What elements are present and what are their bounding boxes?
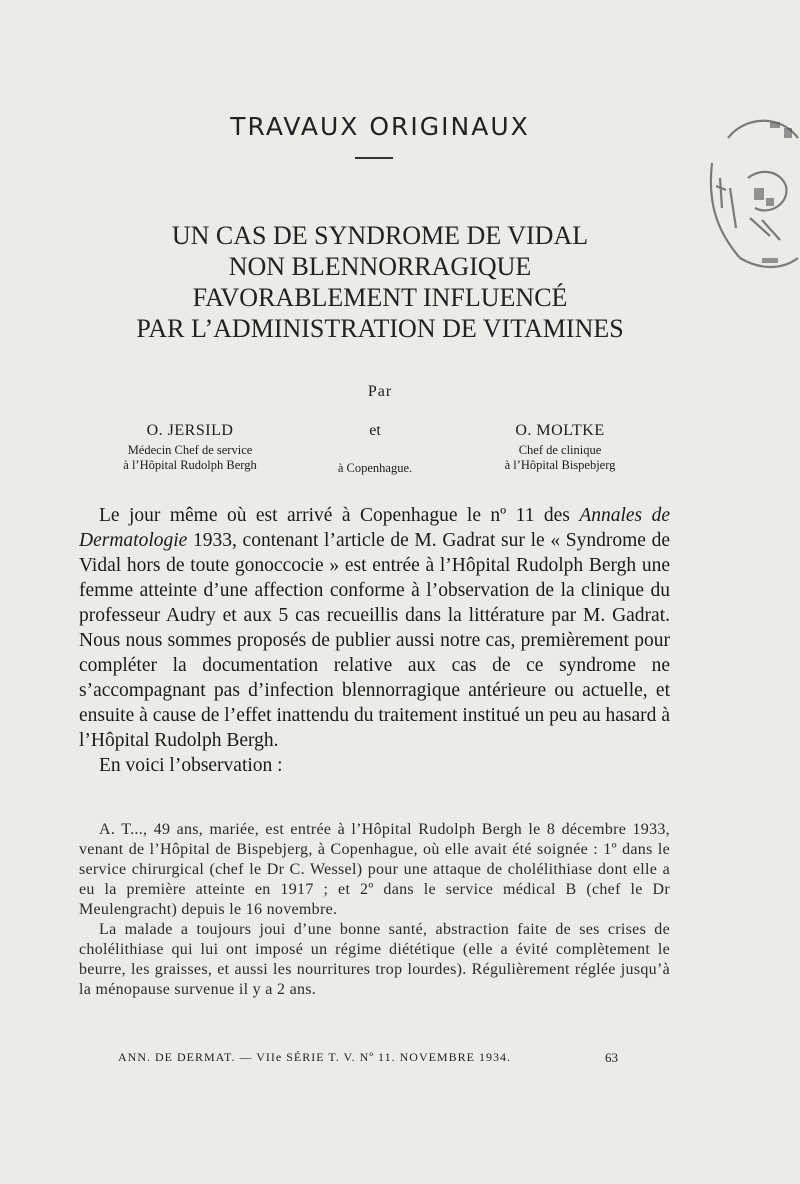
author-conjunction (305, 422, 445, 476)
journal-footer: ANN. DE DERMAT. — VIIe SÉRIE T. V. Nº 11. NOVEMBRE 1934. (118, 1050, 511, 1064)
article-title (0, 220, 760, 344)
title-line-3: FAVORABLEMENT INFLUENCÉ (192, 283, 568, 312)
intro-text-b: 1933, contenant l’article de M. Gadrat sur le « Syndrome de Vidal hors de toute gonoccocie » est entrée à l’Hôpital Rudolph Bergh une femme atteinte d’une affection conforme à l’observation de la clinique du professeur Audry et aux 5 cas recueillis dans la littérature par M. Gadrat. Nous nous sommes proposés de publier aussi notre cas, premièrement pour compléter la documentation relative aux cas de ce syndrome ne s’accompagnant pas d’infection blennorragique antérieure ou actuelle, et ensuite à cause de l’effet inattendu du traitement institué un peu au hasard à l’Hôpital Rudolph Bergh. (79, 530, 670, 751)
conjunction-et: et (369, 422, 381, 439)
affiliation-line-1: Médecin Chef de service (127, 443, 253, 457)
observation-paragraph-1: A. T..., 49 ans, mariée, est entrée à l’Hôpital Rudolph Bergh le 8 décembre 1933, venant de l’Hôpital de Bispebjerg, à Copenhague, où elle avait été soignée : 1º dans le service chirurgical (chef le Dr C. Wessel) pour une attaque de cholélithiase dont elle a eu la première atteinte en 1917 ; et 2º dans le service médical B (chef le Dr Meulengracht) depuis le 16 novembre. (79, 821, 670, 918)
location: à Copenhague. (337, 461, 413, 475)
author-affiliation (100, 443, 280, 473)
paragraph-intro (79, 503, 670, 753)
title-line-2: NON BLENNORRAGIQUE (228, 252, 532, 281)
section-heading: TRAVAUX ORIGINAUX (230, 112, 530, 141)
author-moltke (470, 422, 650, 473)
affiliation-line-2: à l’Hôpital Bispebjerg (504, 458, 616, 472)
affiliation-line-1: Chef de clinique (518, 443, 602, 457)
library-stamp-icon (700, 108, 800, 278)
author-name: O. MOLTKE (515, 422, 605, 439)
author-affiliation (470, 443, 650, 473)
observation-paragraph-2: La malade a toujours joui d’une bonne santé, abstraction faite de ses crises de cholélithiase qui lui ont imposé un régime diététique (elle a évité complètement le beurre, les graisses, et aussi les nourritures trop lourdes). Régulièrement réglée jusqu’à la ménopause survenue il y a 2 ans. (79, 921, 670, 998)
author-name: O. JERSILD (146, 422, 234, 439)
observation-text (79, 820, 670, 1000)
author-jersild (100, 422, 280, 473)
heading-divider (355, 157, 393, 159)
page-number: 63 (605, 1050, 618, 1065)
body-text (79, 503, 670, 778)
paragraph-voici: En voici l’observation : (99, 755, 283, 776)
intro-text-a: Le jour même où est arrivé à Copenhague le nº 11 des (99, 505, 580, 526)
byline-par: Par (367, 383, 393, 400)
title-line-1: UN CAS DE SYNDROME DE VIDAL (171, 221, 589, 250)
title-line-4: PAR L’ADMINISTRATION DE VITAMINES (136, 314, 624, 343)
journal-name: Annales de Dermatologie (79, 505, 670, 551)
affiliation-line-2: à l’Hôpital Rudolph Bergh (123, 458, 257, 472)
